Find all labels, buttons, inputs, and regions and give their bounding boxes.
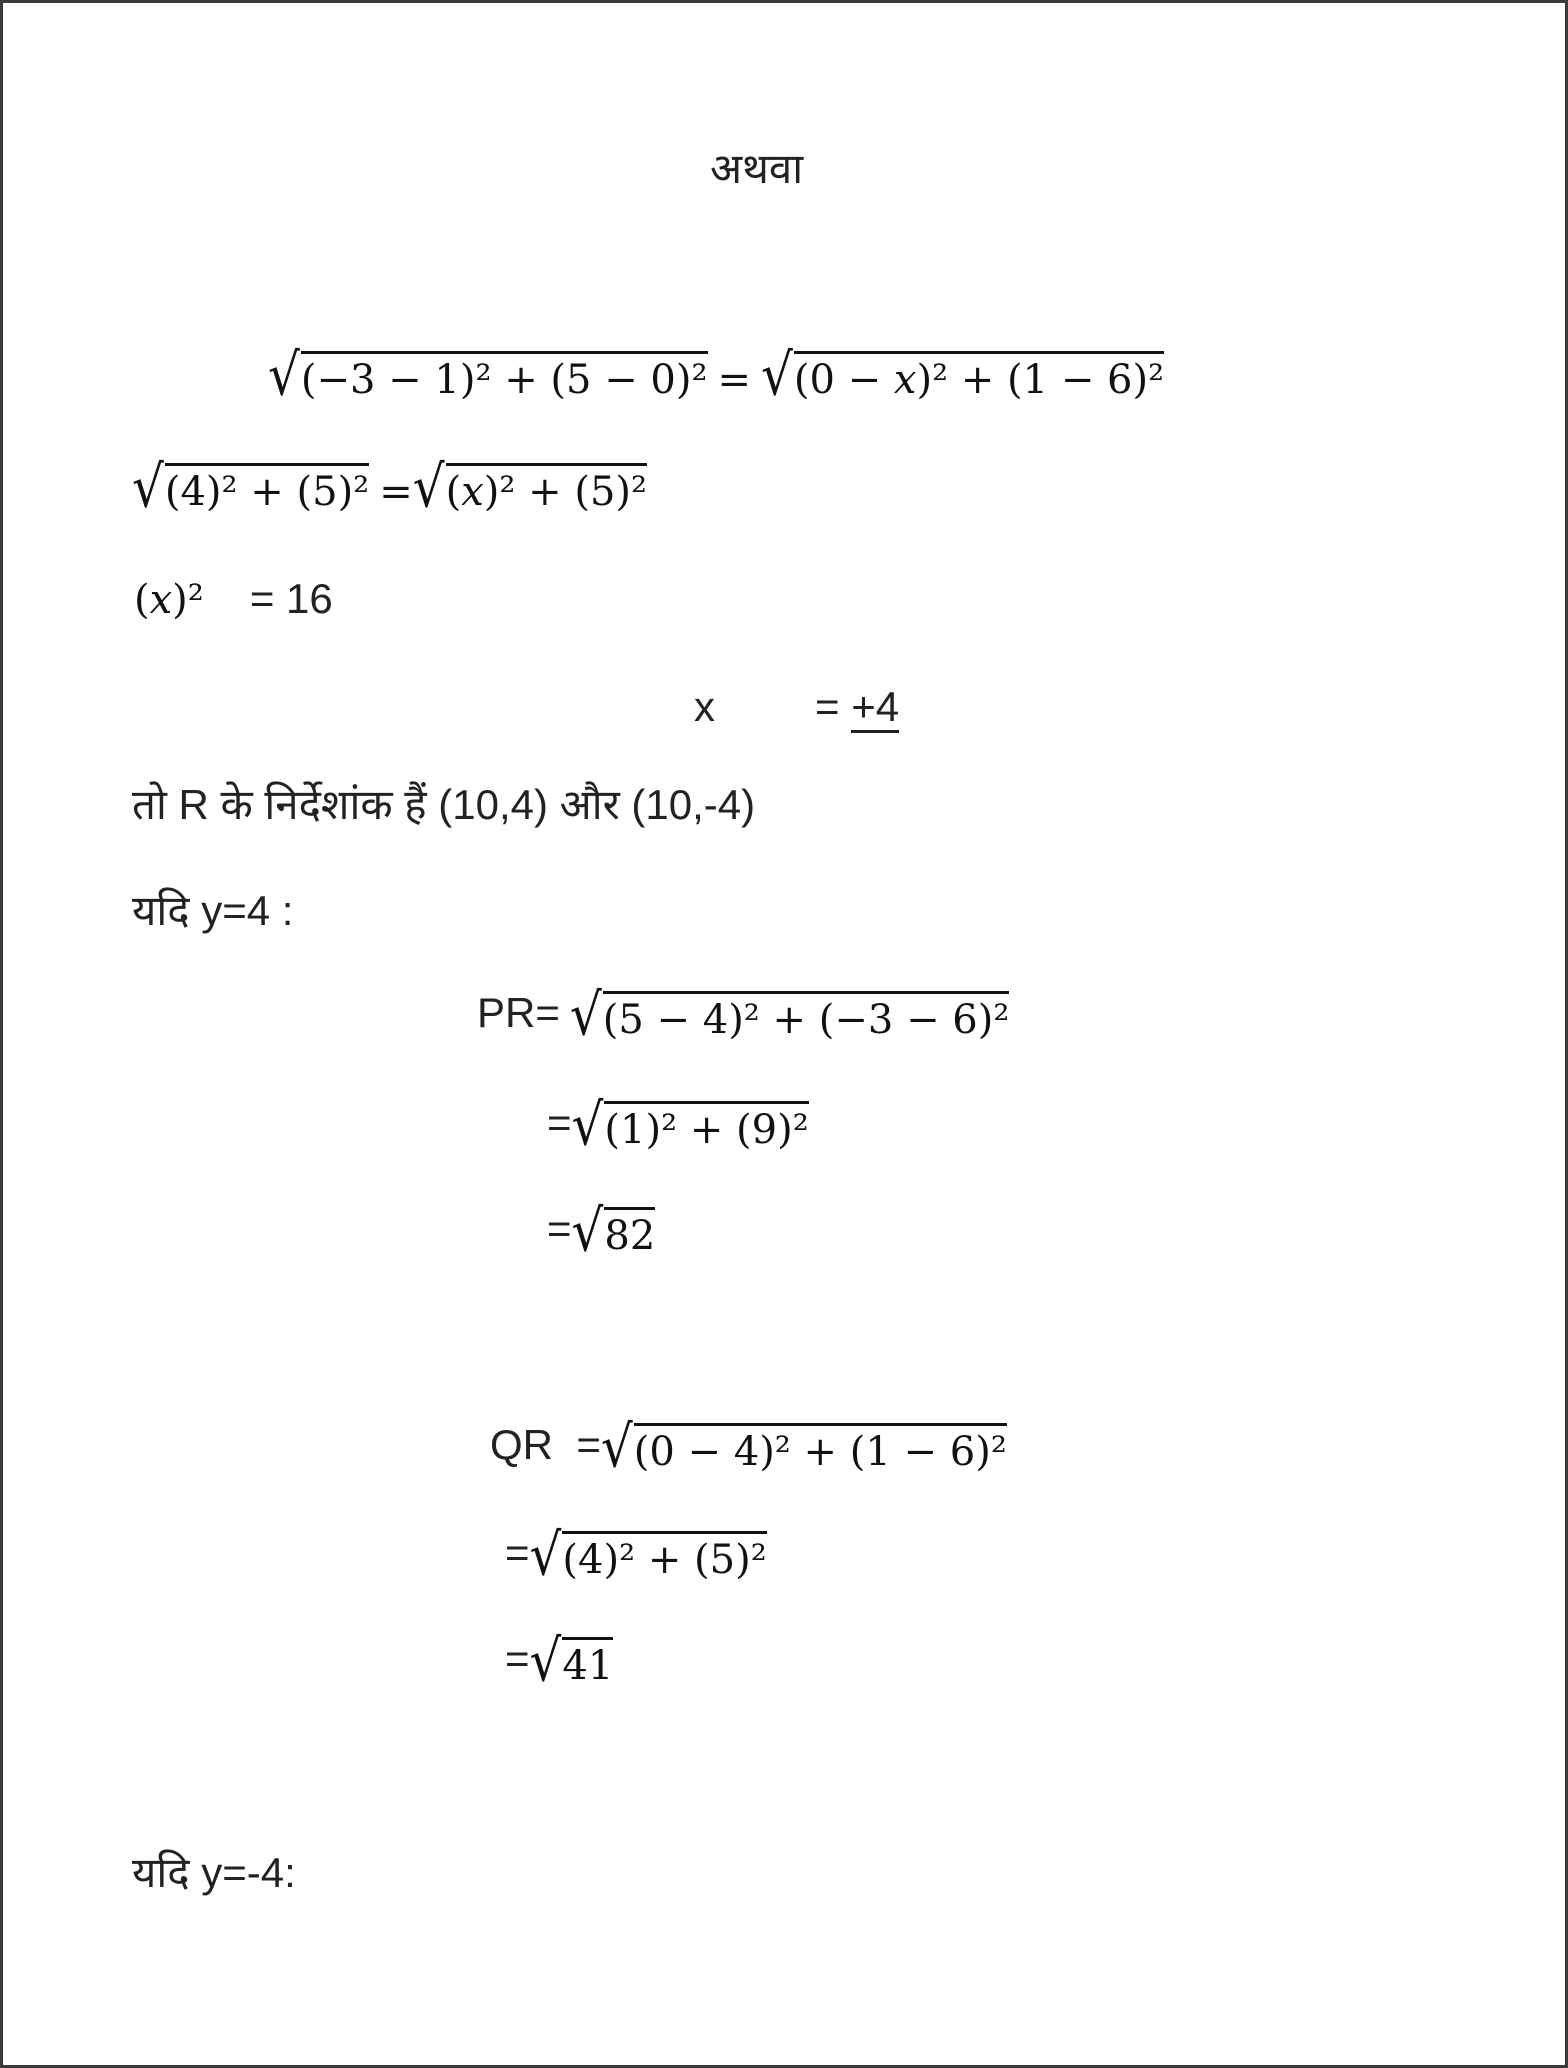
equals: = bbox=[505, 1635, 530, 1682]
equation-qr-2 bbox=[505, 1521, 767, 1589]
radicand: 82 bbox=[604, 1207, 655, 1256]
sqrt-icon: √ bbox=[529, 1627, 562, 1695]
equation-x-value bbox=[694, 683, 900, 730]
radicand: (𝑥)² + (5)² bbox=[446, 463, 647, 512]
equals: = bbox=[717, 357, 752, 403]
x-squared: (𝑥)² bbox=[134, 577, 204, 623]
sqrt-icon: √ bbox=[132, 453, 164, 521]
radicand: (1)² + (9)² bbox=[604, 1101, 808, 1150]
qr-label: QR = bbox=[490, 1421, 601, 1468]
sqrt-icon: √ bbox=[571, 1091, 604, 1159]
equation-pr-3 bbox=[547, 1197, 656, 1265]
heading-athva: अथवा bbox=[710, 145, 804, 192]
sqrt-icon: √ bbox=[600, 1413, 633, 1481]
radicand: 41 bbox=[562, 1637, 613, 1686]
radicand: (−3 − 1)² + (5 − 0)² bbox=[301, 351, 708, 400]
sqrt-icon: √ bbox=[412, 453, 445, 521]
sqrt-icon: √ bbox=[569, 981, 602, 1049]
sqrt-icon: √ bbox=[268, 341, 300, 409]
sqrt-icon: √ bbox=[761, 341, 793, 409]
x-value: +4 bbox=[851, 683, 899, 733]
equation-qr-1 bbox=[490, 1413, 1007, 1481]
radicand: (5 − 4)² + (−3 − 6)² bbox=[603, 991, 1010, 1040]
radicand: (0 − 4)² + (1 − 6)² bbox=[634, 1423, 1007, 1472]
equals: = bbox=[815, 683, 840, 730]
radicand: (0 − 𝑥)² + (1 − 6)² bbox=[794, 351, 1164, 400]
radicand: (4)² + (5)² bbox=[165, 463, 369, 512]
equals: = bbox=[547, 1099, 572, 1146]
x-label: x bbox=[694, 683, 715, 730]
equals: = bbox=[379, 469, 413, 515]
equation-distance-equality bbox=[268, 341, 1165, 409]
sqrt-icon: √ bbox=[571, 1197, 604, 1265]
case-y-neg4-label: यदि y=-4: bbox=[132, 1849, 296, 1896]
sqrt-icon: √ bbox=[529, 1521, 562, 1589]
equals: = bbox=[547, 1205, 572, 1252]
pr-label: PR= bbox=[477, 989, 560, 1036]
radicand: (4)² + (5)² bbox=[562, 1531, 766, 1580]
equation-pr-1 bbox=[477, 981, 1010, 1049]
equation-qr-3 bbox=[505, 1627, 614, 1695]
equation-simplified bbox=[132, 453, 648, 521]
equals: = bbox=[505, 1529, 530, 1576]
conclusion-text: तो R के निर्देशांक हैं (10,4) और (10,-4) bbox=[132, 781, 756, 828]
case-y4-label: यदि y=4 : bbox=[132, 887, 294, 934]
equation-pr-2 bbox=[547, 1091, 809, 1159]
equation-x-squared bbox=[134, 575, 333, 623]
value-16: = 16 bbox=[249, 575, 333, 622]
